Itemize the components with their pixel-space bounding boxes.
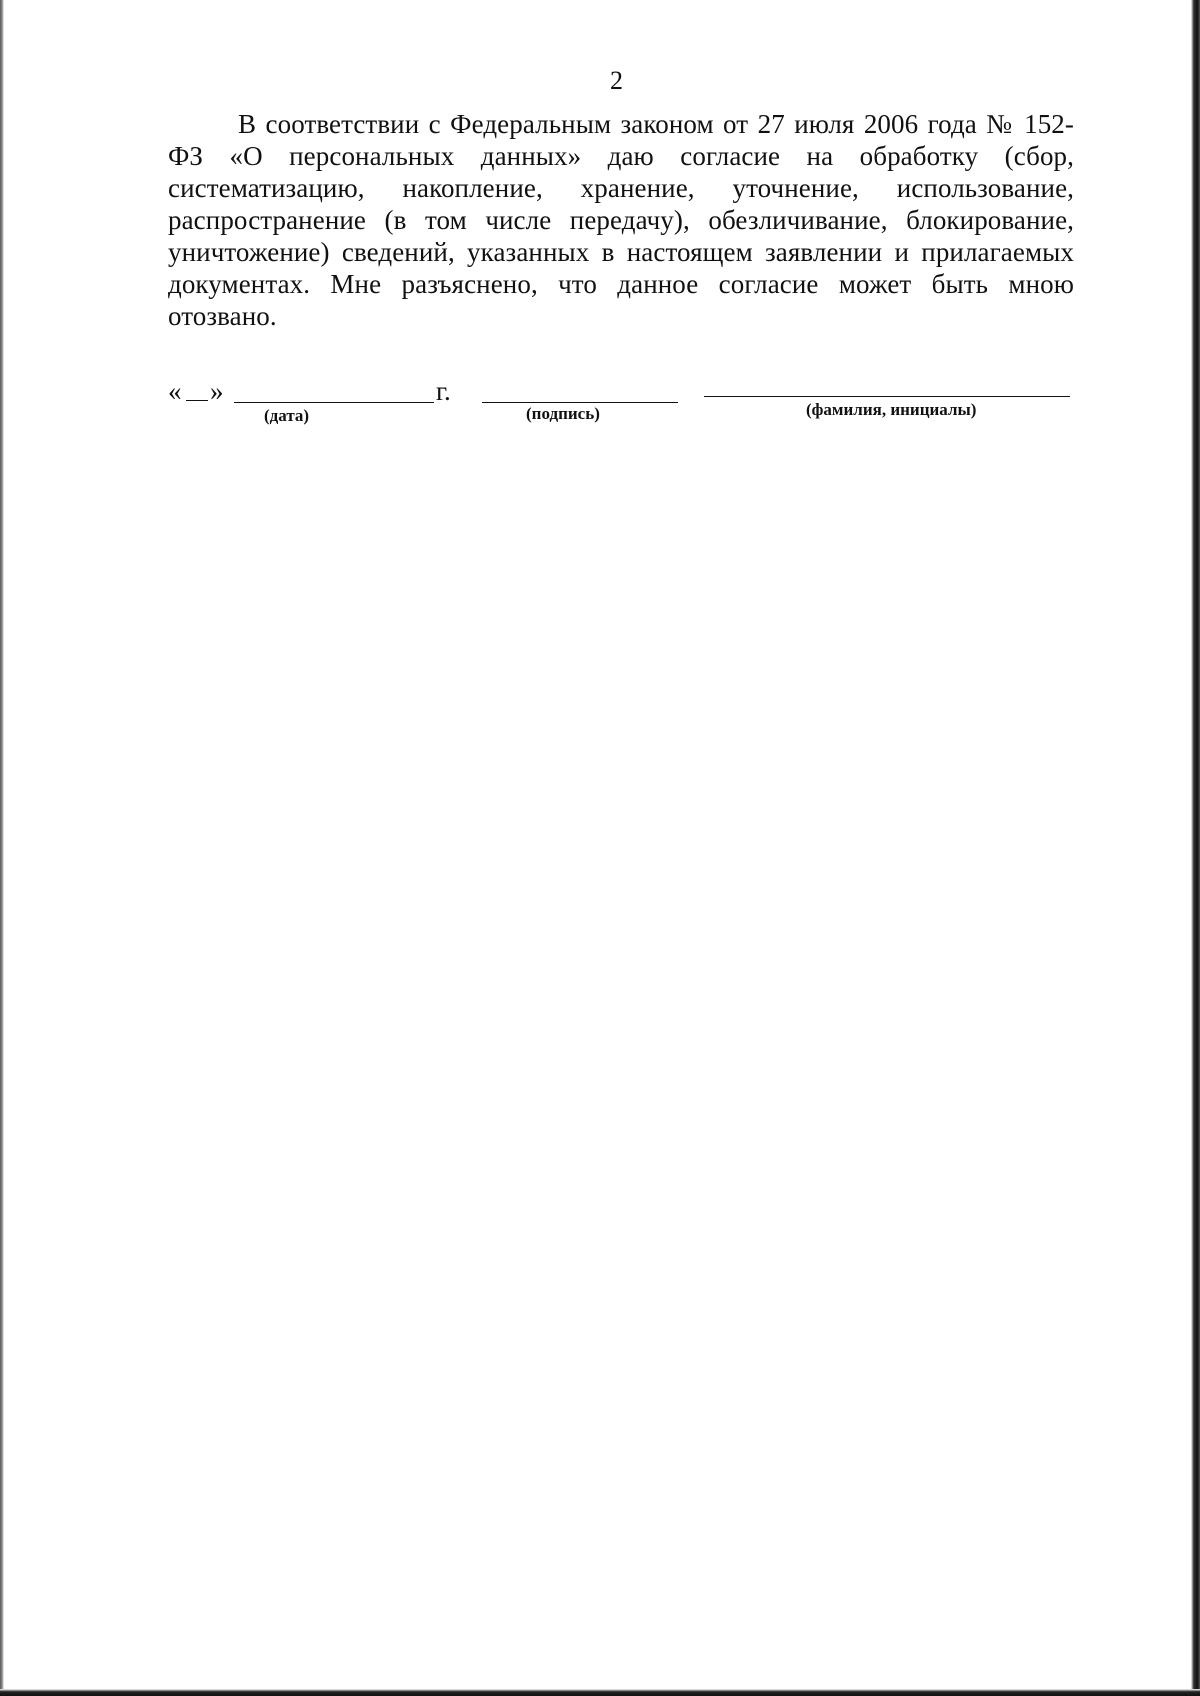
day-blank-line bbox=[186, 400, 208, 401]
date-caption: (дата) bbox=[264, 406, 310, 425]
date-blank-line bbox=[234, 402, 434, 403]
signature-caption: (подпись) bbox=[526, 404, 600, 423]
name-caption: (фамилия, инициалы) bbox=[806, 400, 977, 419]
consent-paragraph: В соответствии с Федеральным законом от 27 июля 2006 года № 152-ФЗ «О персональных данных» даю согласие на обработку (сбор, систематизацию, накопление, хранение, уточнение, использование, распространение (в том числе передачу), обезличивание, блокирование, уничтожение) сведений, указанных в настоящем заявлении и прилагаемых документах. Мне разъяснено, что данное согласие может быть мною отозвано. bbox=[168, 109, 1074, 331]
scan-edge-right bbox=[1191, 0, 1200, 1696]
scan-edge-left bbox=[0, 0, 4, 1696]
name-blank-line bbox=[704, 396, 1070, 397]
day-quote-open: « bbox=[168, 376, 182, 406]
scan-edge-bottom bbox=[0, 1689, 1200, 1696]
signature-blank-line bbox=[482, 402, 678, 403]
year-suffix: г. bbox=[436, 376, 451, 406]
page-number: 2 bbox=[610, 66, 623, 95]
signature-block bbox=[168, 376, 1074, 436]
day-quote-close: » bbox=[210, 376, 224, 406]
